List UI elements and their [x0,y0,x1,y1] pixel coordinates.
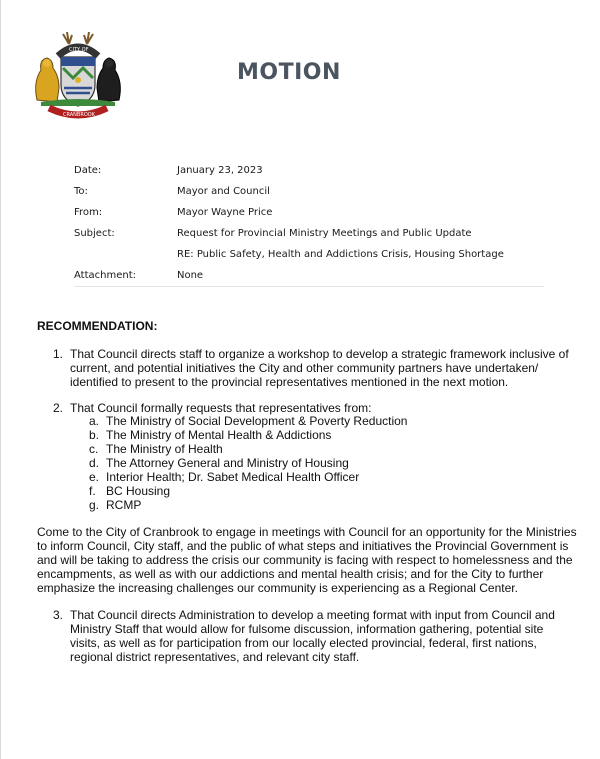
from-value: Mayor Wayne Price [177,207,273,218]
list-letter: b. [89,428,100,442]
item-text: That Council formally requests that representatives from: [70,401,372,415]
subject-value: Request for Provincial Ministry Meetings and Public Update [177,228,472,239]
list-letter: g. [89,498,100,512]
item-text: That Council directs Administration to develop a meeting format with input from Council and Ministry Staff that would allow for fulsome discussion, information gathering, potential site visits, as well as for participation from our locally elected provincial, federal, first nations, regional district representatives, and relevant city staff. [70,608,555,664]
document-title: MOTION [237,60,341,85]
to-label: To: [74,186,88,197]
attachment-label: Attachment: [74,270,136,281]
list-item [89,498,489,512]
crest-top-text: CITY OF [69,47,89,53]
list-text: The Ministry of Social Development & Poverty Reduction [106,414,408,428]
list-item [89,470,489,484]
list-item [89,428,489,442]
list-letter: d. [89,456,100,470]
subject-re-row [74,249,544,263]
list-letter: e. [89,470,100,484]
item-text: That Council directs staff to organize a workshop to develop a strategic framework inclusive of current, and potential initiatives the City and other community partners have undertaken/ identified to present to the provincial representatives mentioned in the next motion. [70,347,569,389]
list-text: BC Housing [106,484,171,498]
list-text: The Attorney General and Ministry of Housing [106,456,349,470]
list-item [89,414,489,428]
list-text: RCMP [106,498,142,512]
from-row [74,207,544,221]
list-letter: c. [89,442,99,456]
date-label: Date: [74,165,102,176]
list-text: The Ministry of Mental Health & Addictions [106,428,332,442]
header-divider [74,286,544,287]
list-text: Interior Health; Dr. Sabet Medical Health Officer [106,470,360,484]
list-item [89,484,489,498]
date-row [74,165,544,179]
subject-label: Subject: [74,228,115,239]
subject-row [74,228,544,242]
date-value: January 23, 2023 [177,165,263,176]
from-label: From: [74,207,103,218]
attachment-value: None [177,270,204,281]
city-crest-logo [23,30,133,120]
item-number: 2. [53,401,64,415]
to-row [74,186,544,200]
crest-bottom-text: CRANBROOK [63,112,95,118]
recommendation-heading: RECOMMENDATION: [37,319,158,333]
body-paragraph: Come to the City of Cranbrook to engage in meetings with Council for an opportunity for the Ministries to inform Council, City staff, and the public of what steps and initiatives the Provincial Government is and will be taking to address the crisis our community is facing with respect to homelessness and the encampments, as well as with our addictions and mental health crisis; and for the City to further emphasize the increasing challenges our community is experiencing as a Regional Center. [37,525,577,595]
list-item [89,442,489,456]
list-letter: a. [89,414,100,428]
list-text: The Ministry of Health [106,442,223,456]
attachment-row [74,270,544,284]
item-number: 1. [53,347,64,361]
subject-re-value: RE: Public Safety, Health and Addictions Crisis, Housing Shortage [177,249,504,260]
to-value: Mayor and Council [177,186,270,197]
list-letter: f. [89,484,96,498]
list-item [89,456,489,470]
item-number: 3. [53,608,64,622]
